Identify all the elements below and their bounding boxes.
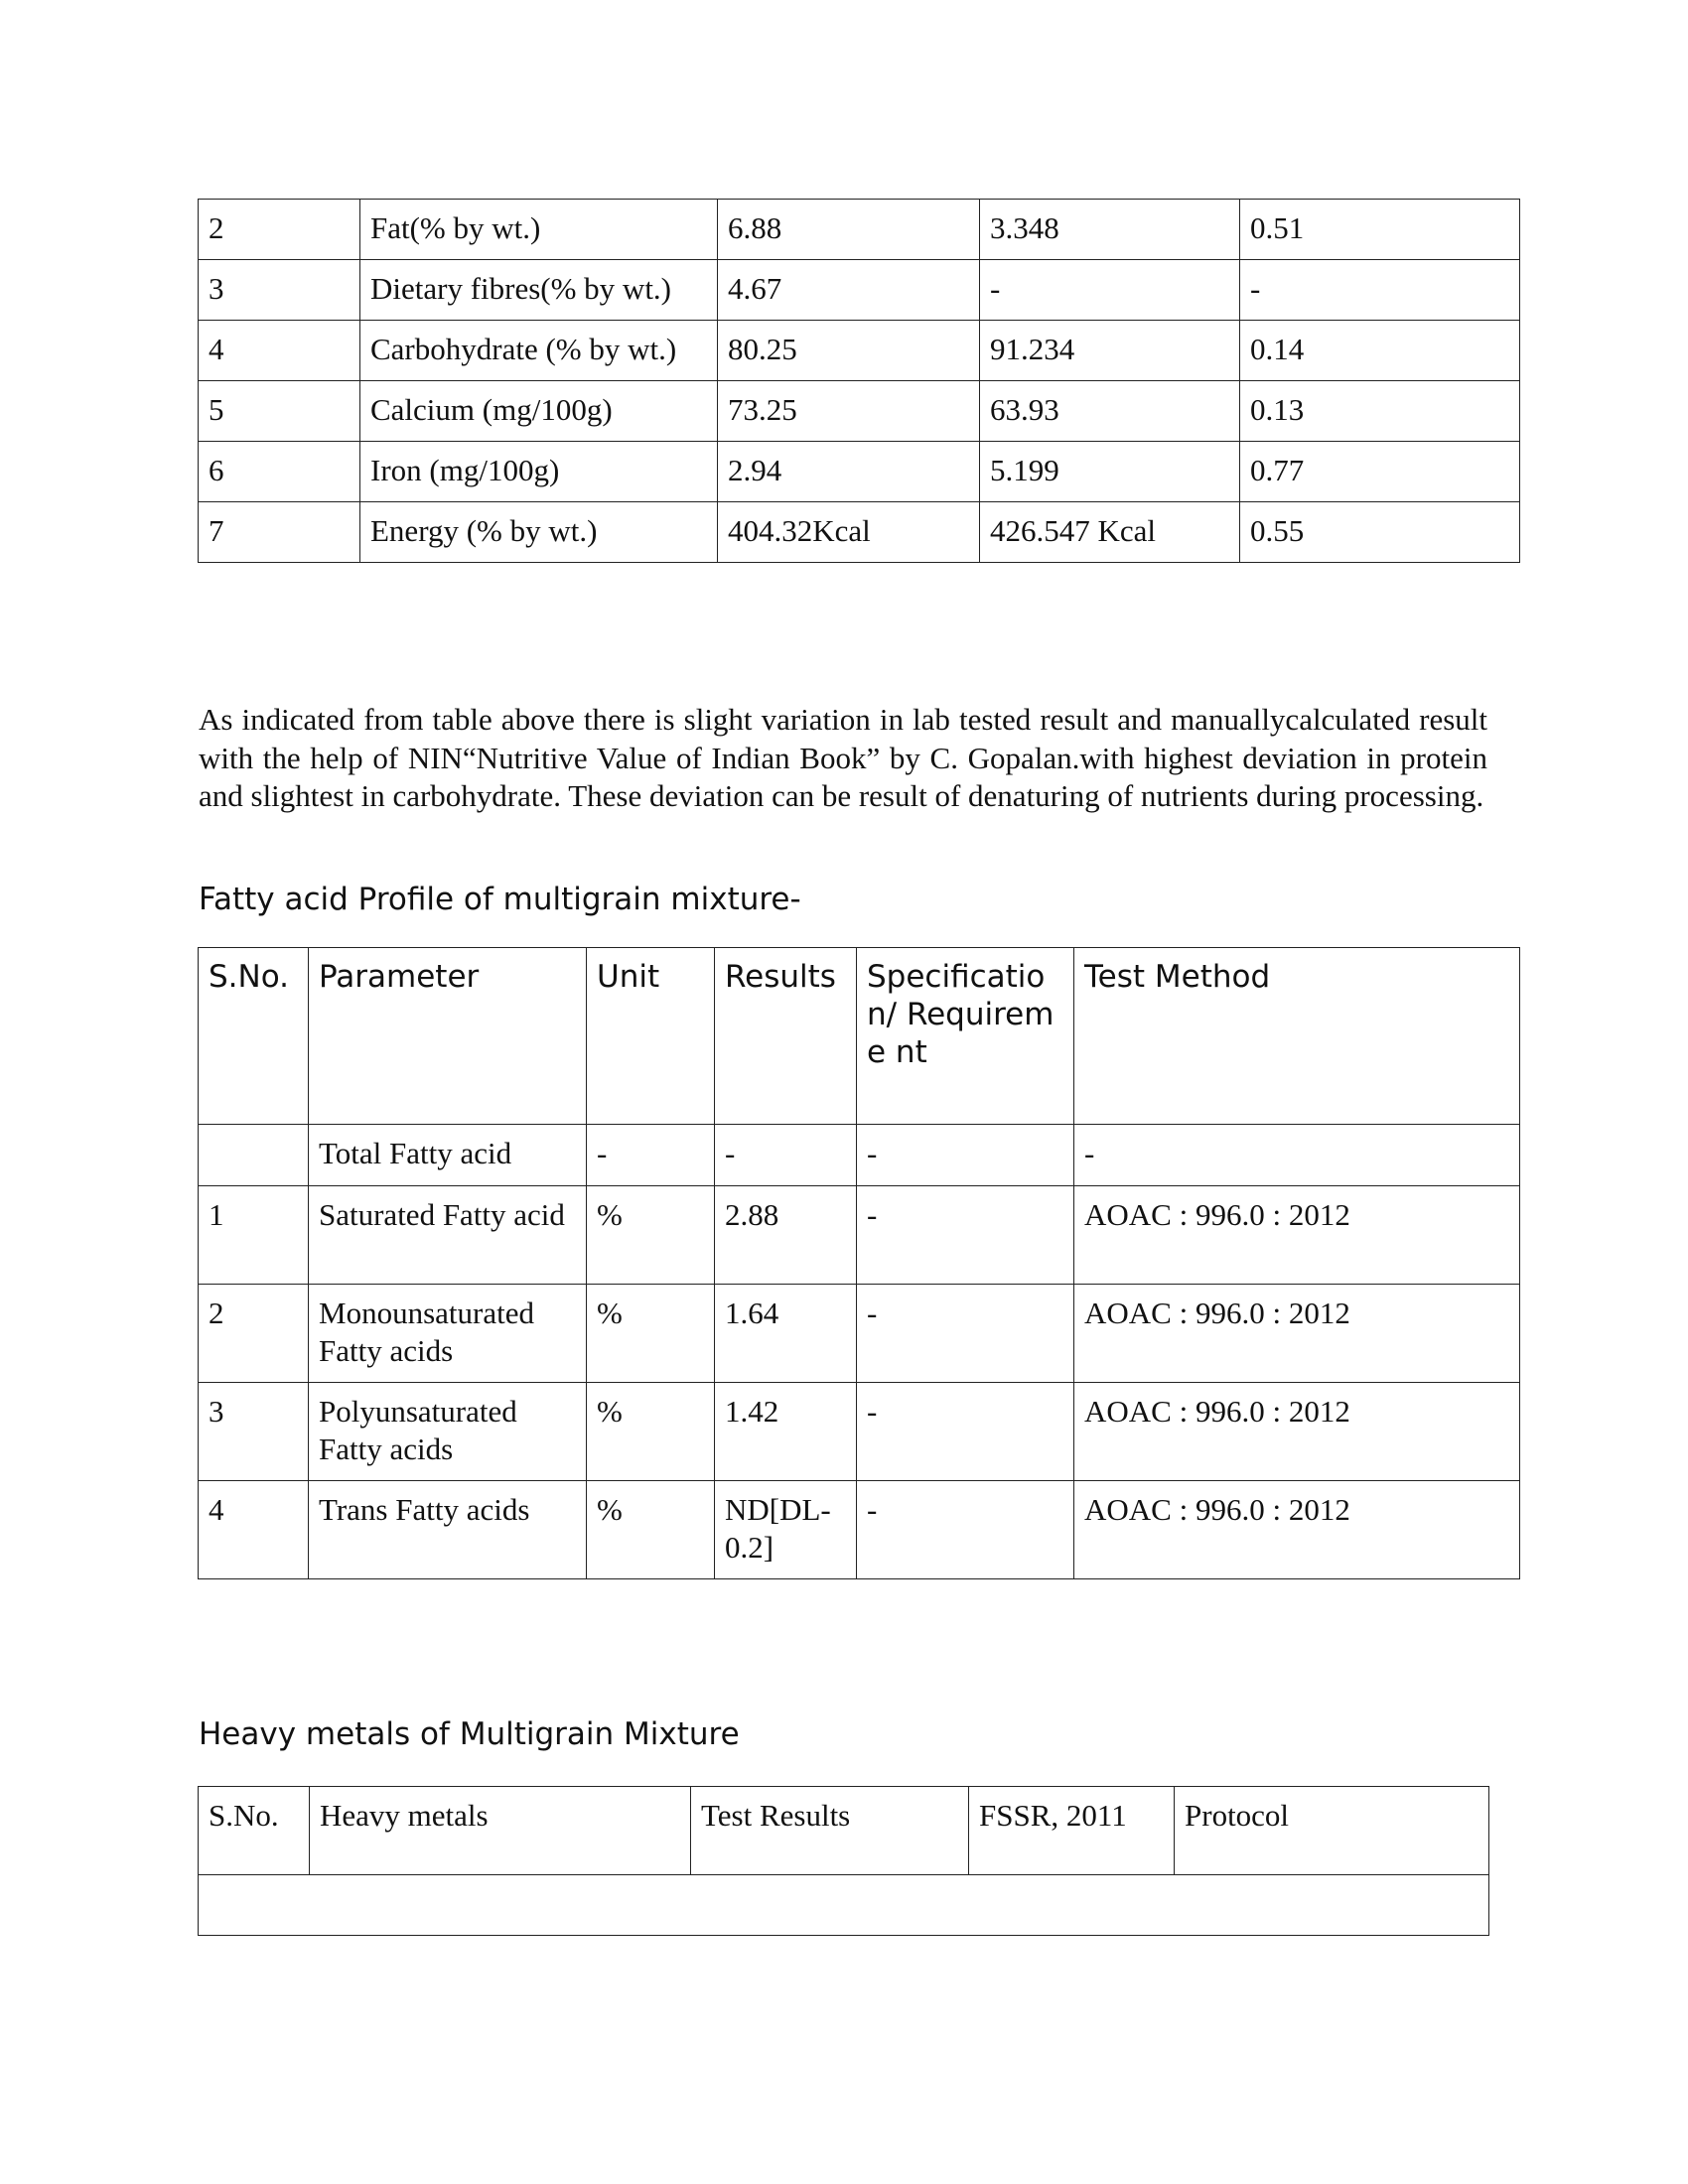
lab-result-cell: 2.94 — [728, 453, 782, 487]
sno-cell: 4 — [209, 1492, 224, 1527]
specification-cell: - — [867, 1197, 878, 1232]
unit-cell: % — [597, 1296, 623, 1330]
parameter-cell: Trans Fatty acids — [319, 1492, 530, 1527]
deviation-cell: 0.13 — [1250, 392, 1305, 427]
deviation-cell: 0.14 — [1250, 332, 1305, 366]
lab-result-cell: 6.88 — [728, 210, 782, 245]
results-cell: 2.88 — [725, 1197, 779, 1232]
calculated-result-cell: 426.547 Kcal — [990, 513, 1157, 548]
table-row — [199, 1481, 1520, 1579]
specification-cell: - — [867, 1394, 878, 1429]
unit-cell: % — [597, 1197, 623, 1232]
header-row — [199, 1787, 1489, 1875]
header-heavy-metals: Heavy metals — [320, 1798, 489, 1833]
header-specification: Specificatio n/ Requireme nt — [867, 959, 1055, 1070]
sno-cell: 5 — [209, 392, 224, 427]
parameter-cell: Total Fatty acid — [319, 1136, 512, 1170]
header-unit: Unit — [597, 959, 660, 995]
test-method-cell: - — [1084, 1136, 1095, 1170]
parameter-cell: Monounsaturated Fatty acids — [319, 1296, 534, 1368]
results-cell: ND[DL-0.2] — [725, 1492, 831, 1565]
parameter-cell: Calcium (mg/100g) — [370, 392, 613, 427]
heavy-metals-heading: Heavy metals of Multigrain Mixture — [199, 1716, 740, 1752]
header-sno: S.No. — [209, 959, 289, 995]
specification-cell: - — [867, 1492, 878, 1527]
empty-cell — [199, 1875, 1489, 1936]
total-fatty-acid-row — [199, 1125, 1520, 1186]
header-fssr: FSSR, 2011 — [979, 1798, 1127, 1833]
specification-cell: - — [867, 1296, 878, 1330]
deviation-cell: 0.77 — [1250, 453, 1305, 487]
test-method-cell: AOAC : 996.0 : 2012 — [1084, 1492, 1350, 1527]
lab-result-cell: 404.32Kcal — [728, 513, 871, 548]
fatty-acid-table — [198, 947, 1520, 1579]
parameter-cell: Energy (% by wt.) — [370, 513, 598, 548]
lab-result-cell: 4.67 — [728, 271, 782, 306]
calculated-result-cell: 5.199 — [990, 453, 1059, 487]
parameter-cell: Fat(% by wt.) — [370, 210, 541, 245]
table-row — [199, 442, 1520, 502]
table-row — [199, 260, 1520, 321]
sno-cell: 3 — [209, 1394, 224, 1429]
deviation-cell: 0.55 — [1250, 513, 1305, 548]
table-row — [199, 502, 1520, 563]
calculated-result-cell: - — [990, 271, 1001, 306]
parameter-cell: Saturated Fatty acid — [319, 1197, 565, 1232]
calculated-result-cell: 63.93 — [990, 392, 1059, 427]
deviation-cell: 0.51 — [1250, 210, 1305, 245]
sno-cell: 3 — [209, 271, 224, 306]
header-protocol: Protocol — [1185, 1798, 1290, 1833]
sno-cell: 7 — [209, 513, 224, 548]
unit-cell: % — [597, 1394, 623, 1429]
discussion-paragraph: As indicated from table above there is slight variation in lab tested result and manuallycalculated result with the help of NIN“Nutritive Value of Indian Book” by C. Gopalan.with highest deviation in protein and slightest in carbohydrate. These deviation can be result of denaturing of nutrients during processing. — [199, 702, 1487, 813]
sno-cell: 6 — [209, 453, 224, 487]
table-row — [199, 381, 1520, 442]
sno-cell: 1 — [209, 1197, 224, 1232]
empty-row — [199, 1875, 1489, 1936]
lab-result-cell: 80.25 — [728, 332, 797, 366]
unit-cell: % — [597, 1492, 623, 1527]
table-row — [199, 1383, 1520, 1481]
sno-cell — [199, 1125, 308, 1135]
parameter-cell: Polyunsaturated Fatty acids — [319, 1394, 517, 1466]
sno-cell: 2 — [209, 210, 224, 245]
test-method-cell: AOAC : 996.0 : 2012 — [1084, 1394, 1350, 1429]
test-method-cell: AOAC : 996.0 : 2012 — [1084, 1296, 1350, 1330]
unit-cell: - — [597, 1136, 608, 1170]
results-cell: - — [725, 1136, 736, 1170]
header-sno: S.No. — [209, 1798, 279, 1833]
lab-result-cell: 73.25 — [728, 392, 797, 427]
sno-cell: 2 — [209, 1296, 224, 1330]
specification-cell: - — [867, 1136, 878, 1170]
calculated-result-cell: 3.348 — [990, 210, 1059, 245]
results-cell: 1.64 — [725, 1296, 779, 1330]
fatty-acid-heading: Fatty acid Profile of multigrain mixture- — [199, 882, 801, 917]
header-results: Results — [725, 959, 836, 995]
header-test-method: Test Method — [1084, 959, 1271, 995]
table-row — [199, 1186, 1520, 1285]
header-row — [199, 948, 1520, 1125]
header-test-results: Test Results — [701, 1798, 851, 1833]
heavy-metals-table — [198, 1786, 1489, 1936]
parameter-cell: Dietary fibres(% by wt.) — [370, 271, 672, 306]
parameter-cell: Iron (mg/100g) — [370, 453, 560, 487]
parameter-cell: Carbohydrate (% by wt.) — [370, 332, 677, 366]
nutrition-comparison-table — [198, 199, 1520, 563]
table-row — [199, 1285, 1520, 1383]
table-row — [199, 200, 1520, 260]
header-parameter: Parameter — [319, 959, 480, 995]
deviation-cell: - — [1250, 271, 1261, 306]
sno-cell: 4 — [209, 332, 224, 366]
table-row — [199, 321, 1520, 381]
test-method-cell: AOAC : 996.0 : 2012 — [1084, 1197, 1350, 1232]
results-cell: 1.42 — [725, 1394, 779, 1429]
calculated-result-cell: 91.234 — [990, 332, 1075, 366]
